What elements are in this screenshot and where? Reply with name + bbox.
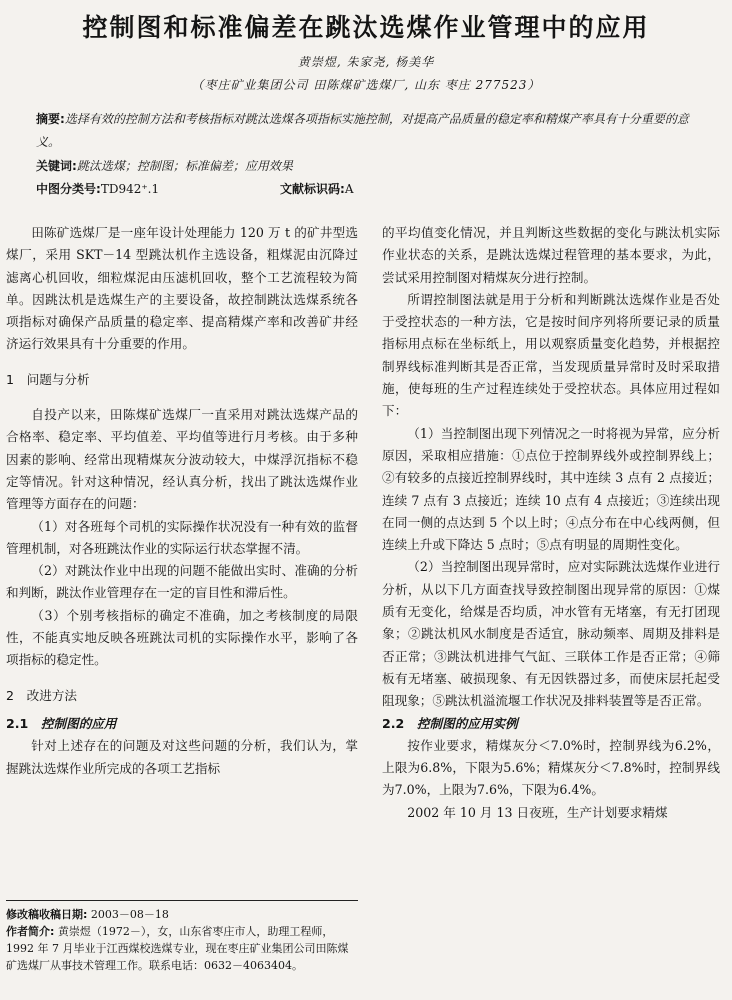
document-code-value: A	[344, 182, 354, 196]
example-start-paragraph: 2002 年 10 月 13 日夜班，生产计划要求精煤	[407, 804, 668, 820]
right-column	[382, 222, 720, 824]
continued-paragraph: 的平均值变化情况，并且判断这些数据的变化与跳汰机实际作业状态的关系，是跳汰选煤过程管理的基本要求，为此，尝试采用控制图对精煤灰分进行控制。	[382, 225, 720, 285]
intro-paragraph: 田陈矿选煤厂是一座年设计处理能力 120 万 t 的矿井型选煤厂，采用 SKT－14 型跳汰机作主选设备，粗煤泥由沉降过滤离心机回收，细粒煤泥由压滤机回收，整个工艺流程较为简单。因跳汰机是选煤生产的主要设备，故控制跳汰选煤系统各项指标对确保产品质量的稳定率、提高精煤产率和改善矿井经济运行效果具有十分重要的作用。	[6, 225, 358, 352]
issue-3-paragraph: （3）个别考核指标的确定不准确，加之考核制度的局限性，不能真实地反映各班跳汰司机的实际操作水平，影响了各项指标的稳定性。	[6, 607, 358, 668]
abnormal-conditions-paragraph: （1）当控制图出现下列情况之一时将视为异常，应分析原因，采取相应措施：①点位于控制界线外或控制界线上；②有较多的点接近控制界线时，其中连续 3 点有 2 点接近；连续 7 点有 3 点接近；连续 10 点有 4 点接近；③连续出现在同一侧的点达到 5 个以上时；④点分布在中心线两侧，但连续上升或下降达 5 点时；⑤点有明显的周期性变化。	[382, 425, 720, 553]
affiliation: （枣庄矿业集团公司 田陈煤矿选煤厂, 山东 枣庄 277523）	[191, 78, 541, 92]
left-column	[6, 222, 358, 780]
keywords-text: 跳汰选煤；控制图；标准偏差；应用效果	[76, 159, 293, 173]
control-chart-method-paragraph: 所谓控制图法就是用于分析和判断跳汰选煤作业是否处于受控状态的一种方法，它是按时间序列将所要记录的质量指标用点标在坐标纸上，用以观察质量变化趋势，并根据控制界线标准判断其是否正常，当发现质量异常时及时采取措施，使每班的生产过程连续处于受控状态。具体应用过程如下：	[382, 291, 720, 419]
section-2-2-number: 2.2	[382, 715, 405, 731]
abstract-text: 选择有效的控制方法和考核指标对跳汰选煤各项指标实施控制，对提高产品质量的稳定率和精煤产率具有十分重要的意义。	[36, 112, 689, 149]
section-2-1-title: 控制图的应用	[40, 715, 117, 731]
section-2-1-paragraph: 针对上述存在的问题及对这些问题的分析，我们认为，掌握跳汰选煤作业所完成的各项工艺指标	[6, 738, 358, 776]
abstract-label: 摘要:	[36, 112, 65, 126]
author-bio-text: 黄崇煜（1972－），女，山东省枣庄市人，助理工程师，1992 年 7 月毕业于江西煤校选煤专业，现在枣庄矿业集团公司田陈煤矿选煤厂从事技术管理工作。联系电话：0632－4063404。	[6, 925, 349, 972]
section-2-1-heading	[6, 713, 358, 735]
issue-1-paragraph: （1）对各班每个司机的实际操作状况没有一种有效的监督管理机制，对各班跳汰作业的实际运行状态掌握不清。	[6, 518, 358, 556]
cause-analysis-paragraph: （2）当控制图出现异常时，应对实际跳汰选煤作业进行分析，从以下几方面查找导致控制图出现异常的原因：①煤质有无变化，给煤是否均质，冲水管有无堵塞，有无打团现象；②跳汰机风水制度是否适宜，脉动频率、周期及排料是否正常；③跳汰机进排气气缸、三联体工作是否正常；④筛板有无堵塞、破损现象、有无因铁器过多，而使床层托起受阻现象；⑤跳汰机溢流堰工作状况及排料装置等是否正常。	[382, 559, 720, 709]
control-limits-paragraph: 按作业要求，精煤灰分＜7.0%时，控制界线为6.2%，上限为6.8%，下限为5.6%；精煤灰分＜7.8%时，控制界线为7.0%，上限为7.6%，下限为6.4%。	[382, 737, 720, 798]
section-2-2-heading	[382, 713, 720, 735]
author-bio-label: 作者简介:	[6, 925, 55, 938]
keywords	[36, 155, 708, 178]
section-1-paragraph: 自投产以来，田陈煤矿选煤厂一直采用对跳汰选煤产品的合格率、稳定率、平均值差、平均值等进行月考核。由于多种因素的影响、经常出现精煤灰分波动较大，中煤浮沉指标不稳定等情况。针对这种情况，经认真分析，找出了跳汰选煤作业管理等方面存在的问题：	[6, 407, 358, 512]
classification-label: 中图分类号:	[36, 182, 101, 196]
classification-line	[36, 178, 708, 201]
section-1-heading: 1 问题与分析	[6, 371, 90, 387]
author-list: 黄崇煜, 朱家尧, 杨美华	[297, 55, 435, 69]
received-date-value: 2003－08－18	[90, 908, 169, 921]
footnote	[6, 900, 358, 974]
classification-value: TD942⁺.1	[100, 182, 160, 196]
received-date-label: 修改稿收稿日期:	[6, 908, 88, 921]
document-code-label: 文献标识码:	[280, 182, 345, 196]
keywords-label: 关键词:	[36, 159, 77, 173]
section-2-2-title: 控制图的应用实例	[416, 715, 518, 731]
section-2-1-number: 2.1	[6, 715, 29, 731]
issue-2-paragraph: （2）对跳汰作业中出现的问题不能做出实时、准确的分析和判断，跳汰作业管理存在一定的盲目性和滞后性。	[6, 563, 358, 601]
section-2-heading: 2 改进方法	[6, 687, 77, 703]
abstract	[36, 108, 708, 154]
paper-title: 控制图和标准偏差在跳汰选煤作业管理中的应用	[82, 13, 650, 42]
